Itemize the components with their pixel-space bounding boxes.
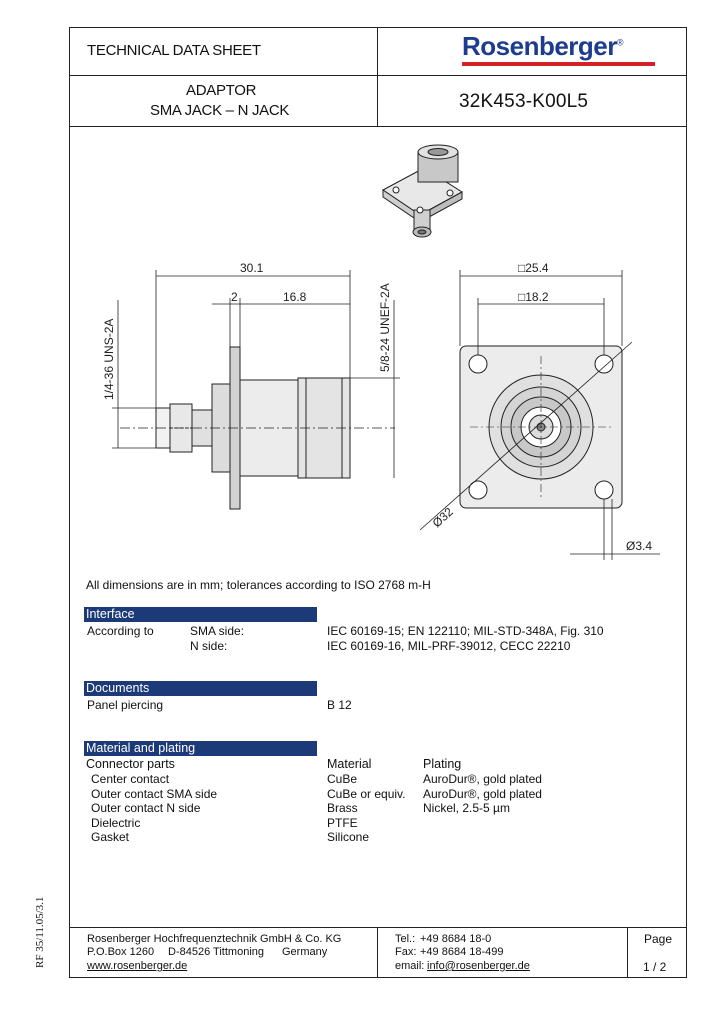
material-row-material: CuBe or equiv. [327,787,406,801]
footer-city: D-84526 Tittmoning [168,946,264,958]
thread-sma: 1/4-36 UNS-2A [102,318,116,400]
documents-panel-label: Panel piercing [87,698,164,712]
document-title: TECHNICAL DATA SHEET [87,42,261,59]
documents-panel-value: B 12 [327,698,352,712]
interface-label: According to [87,624,154,638]
footer-fax: +49 8684 18-499 [420,946,504,958]
part-number: 32K453-K00L5 [459,91,589,112]
dim-body: 16.8 [283,290,307,304]
material-row-material: Brass [327,801,358,815]
tolerance-note: All dimensions are in mm; tolerances according to ISO 2768 m-H [86,578,431,592]
interface-n-side: N side: [190,639,228,653]
footer-tel-label: Tel.: [395,933,416,945]
brand-logo: Rosenberger® [462,31,624,61]
thread-n: 5/8-24 UNEF-2A [378,283,392,372]
footer-fax-label: Fax: [395,946,417,958]
material-col-plating: Plating [423,757,462,771]
footer-email-label: email: [395,960,425,972]
section-interface: Interface [84,607,317,622]
material-col-material: Material [327,757,372,771]
interface-n-value: IEC 60169-16, MIL-PRF-39012, CECC 22210 [327,639,571,653]
dim-flange: 2 [231,290,238,304]
footer-company: Rosenberger Hochfrequenztechnik GmbH & Co. KG [87,933,342,945]
material-row-plating: AuroDur®, gold plated [423,772,542,786]
footer-country: Germany [282,946,328,958]
material-row-part: Gasket [91,830,130,844]
dim-overall-length: 30.1 [240,261,264,275]
footer-tel: +49 8684 18-0 [420,933,492,945]
section-documents: Documents [84,681,317,696]
material-row-part: Dielectric [91,816,141,830]
material-row-part: Center contact [91,772,170,786]
product-description: SMA JACK – N JACK [150,102,290,119]
interface-sma-value: IEC 60169-15; EN 122110; MIL-STD-348A, Fig. 310 [327,624,604,638]
dim-diameter-outer: Ø32 [429,504,456,531]
interface-sma-side: SMA side: [190,624,245,638]
connector-side-view [120,347,395,509]
footer-page-label: Page [644,932,673,946]
dim-hole-square: □18.2 [518,290,549,304]
dim-flange-square: □25.4 [518,261,549,275]
connector-3d-view [383,145,462,237]
footer-pobox: P.O.Box 1260 [87,946,155,958]
material-row-part: Outer contact SMA side [91,787,218,801]
material-col-parts: Connector parts [86,757,175,771]
connector-front-view [460,346,622,508]
material-row-material: Silicone [327,830,370,844]
material-row-material: CuBe [327,772,358,786]
footer-email-link[interactable]: info@rosenberger.de [427,960,530,972]
product-type: ADAPTOR [186,82,257,99]
footer-website-link[interactable]: www.rosenberger.de [87,960,188,972]
material-row-plating: AuroDur®, gold plated [423,787,542,801]
document-code: RF 35/11.05/3.1 [34,896,46,968]
material-row-part: Outer contact N side [91,801,201,815]
material-row-plating: Nickel, 2.5-5 µm [423,801,510,815]
footer-page-value: 1 / 2 [643,960,667,974]
dim-hole-diameter: Ø3.4 [626,539,653,553]
section-material: Material and plating [84,741,317,756]
material-row-material: PTFE [327,816,358,830]
